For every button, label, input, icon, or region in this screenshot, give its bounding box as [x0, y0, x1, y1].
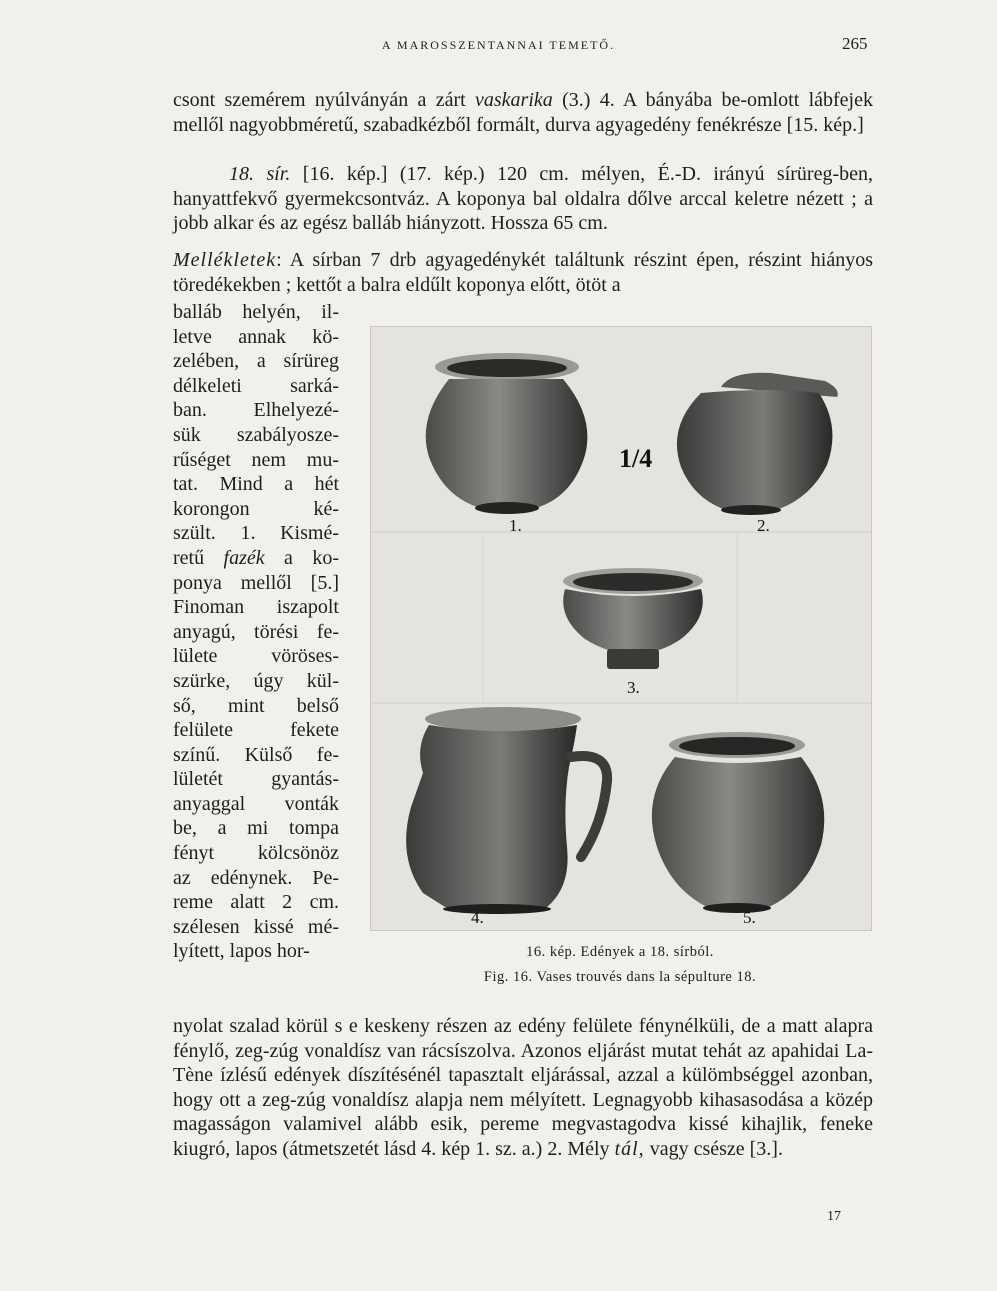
running-title: A MAROSSZENTANNAI TEMETŐ.: [381, 38, 616, 52]
paragraph-1: [173, 88, 873, 137]
text-run: csont szemérem nyúlványán a zárt: [173, 89, 475, 111]
signature-mark: 17: [827, 1209, 841, 1224]
column-line: ső, mint belső: [173, 694, 339, 717]
text-run: nyolat szalad körül s e keskeny részen az edény felülete fénynélküli, de a matt alapra fénylő, zeg-zúg vonaldísz van rácsíszolva. Azonos eljárást mutat tehát az apahidai La-Tène ízlésű edények díszítésénél tapasztalt eljárással, azzal a külömbséggel azonban, hogy ott a zeg-zúg vonaldísz alapja nem mélyített. Legnagyobb kihasasodása a közép magasságon valamivel alább esik, pereme megvastagodva kissé kihajlik, feneke kiugró, lapos (átmetszetét lásd 4. kép 1. sz. a.) 2. Mély: [173, 1015, 873, 1160]
vessel-label-4: 4.: [471, 908, 484, 927]
text-run: vagy csésze [3.].: [644, 1137, 783, 1160]
column-line: színű. Külső fe-: [173, 743, 339, 766]
column-line: ban. Elhelyezé-: [173, 399, 339, 422]
figure-vessels: [370, 326, 872, 931]
text-run: (3.) 4. A bányába be-omlott lábfejek mellől nagyobbméretű, szabadkézből formált, durva agyagedény fenékrésze [15. kép.]: [173, 89, 873, 136]
column-line: anyagú, törési fe-: [173, 620, 339, 643]
column-line: anyaggal vonták: [173, 792, 339, 815]
column-line: szélesen kissé mé-: [173, 915, 339, 938]
text-run: : A sírban 7 drb agyagedénykét találtunk részint épen, részint hiányos töredékekben ; kettőt a balra eldűlt koponya előtt, ötöt a: [173, 249, 873, 296]
vessel-label-1: 1.: [509, 516, 522, 535]
column-line: ponya mellől [5.]: [173, 571, 339, 594]
column-line: be, a mi tompa: [173, 817, 339, 840]
column-line: Finoman iszapolt: [173, 596, 339, 619]
column-line: lyített, lapos hor-: [173, 940, 310, 963]
column-line: korongon ké-: [173, 497, 339, 520]
grave-heading: 18. sír.: [229, 163, 291, 185]
column-line: tat. Mind a hét: [173, 473, 339, 496]
vessels-photo: [371, 327, 871, 930]
column-line: retű fazék a ko-: [173, 546, 339, 569]
vessel-label-3: 3.: [627, 678, 640, 697]
column-line: balláb helyén, il-: [173, 301, 339, 323]
column-line: szürke, úgy kül-: [173, 669, 339, 692]
page-number: 265: [842, 34, 868, 53]
text-run: [16. kép.] (17. kép.) 120 cm. mélyen, É.-D. irányú sírüreg-ben, hanyattfekvő gyermekcsontváz. A koponya bal oldalra dőlve arccal keletre nézett ; a jobb alkar és az egész balláb hiányzott. Hossza 65 cm.: [173, 163, 874, 234]
column-line: felülete fekete: [173, 719, 339, 742]
italic-term: tál,: [614, 1137, 645, 1160]
column-line: fényt kölcsönöz: [173, 842, 339, 865]
column-line: az edénynek. Pe-: [173, 866, 339, 889]
column-line: reme alatt 2 cm.: [173, 891, 339, 914]
paragraph-grave-18: [173, 162, 873, 236]
column-line: letve annak kö-: [173, 325, 339, 348]
scale-label: 1/4: [619, 444, 653, 473]
figure-caption-hungarian: 16. kép. Edények a 18. sírból.: [526, 944, 714, 960]
paragraph-attachments: [173, 248, 873, 297]
vessel-label-2: 2.: [757, 516, 770, 535]
column-line: rűséget nem mu-: [173, 448, 339, 471]
column-line: lületét gyantás-: [173, 768, 339, 791]
italic-term: vaskarika: [475, 89, 553, 111]
column-line: zelében, a sírüreg: [173, 350, 339, 373]
column-line: sük szabályosze-: [173, 423, 339, 446]
column-line: szült. 1. Kismé-: [173, 522, 339, 545]
italic-heading: Mellékletek: [173, 249, 277, 271]
column-line: délkeleti sarká-: [173, 374, 339, 397]
vessel-label-5: 5.: [743, 908, 756, 927]
narrow-column-text: [173, 300, 339, 964]
paragraph-closing: [173, 1014, 873, 1161]
figure-caption-french: Fig. 16. Vases trouvés dans la sépulture 18.: [483, 969, 757, 985]
column-line: lülete vöröses-: [173, 645, 339, 668]
